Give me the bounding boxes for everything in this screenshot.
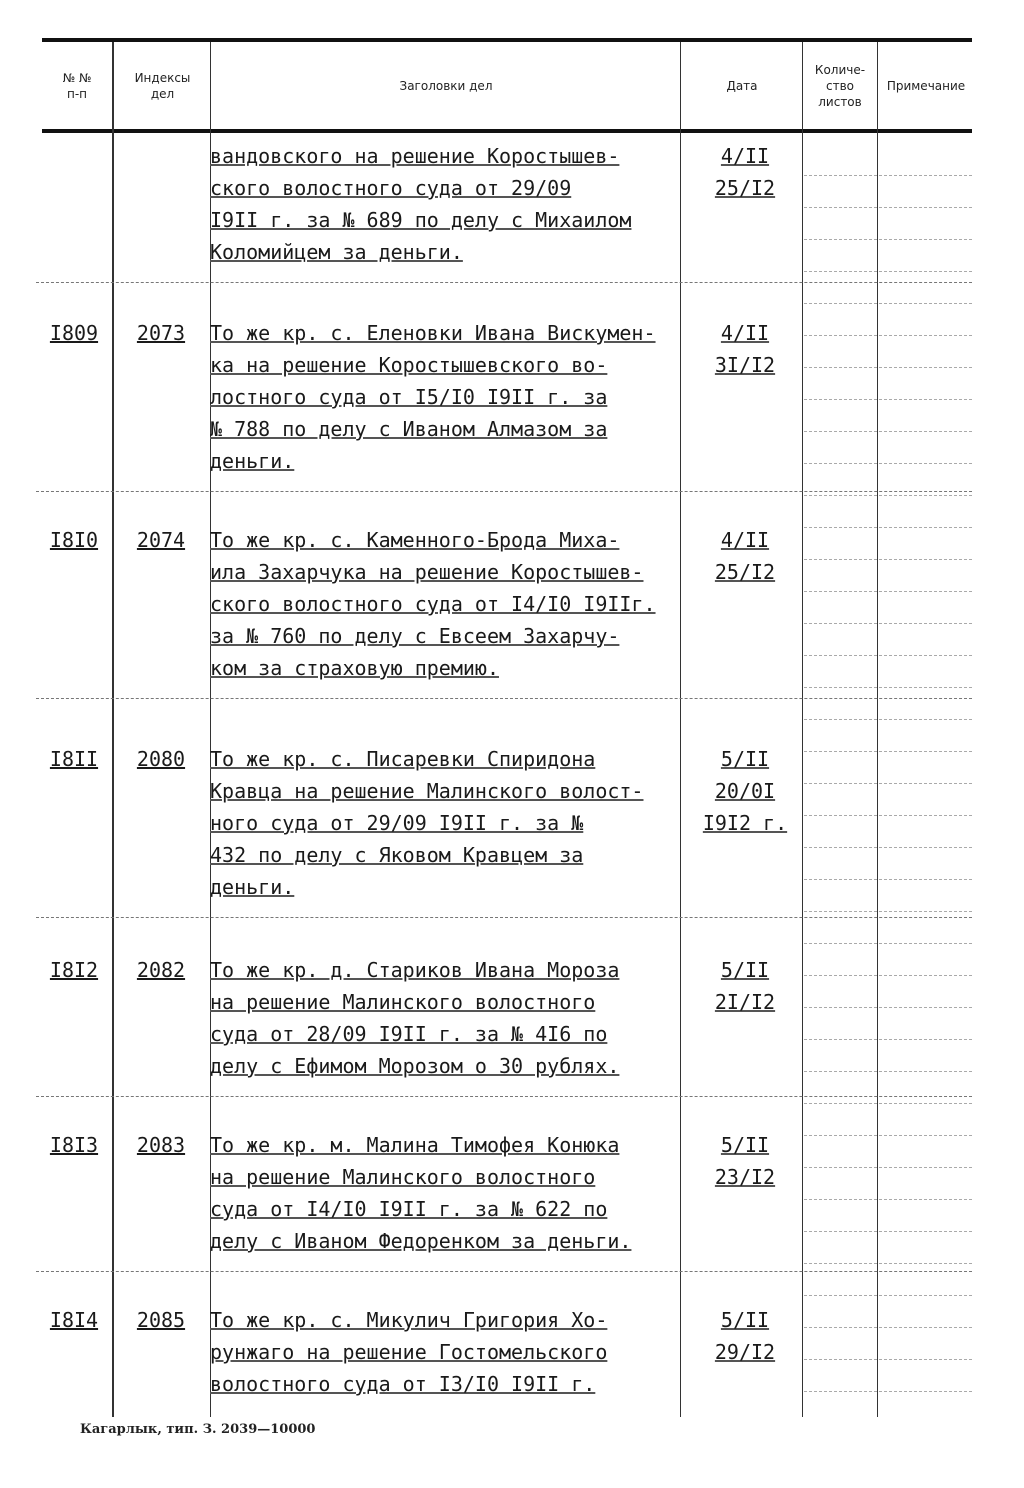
header-bottom-rule: [42, 129, 972, 133]
entry-title: [210, 1304, 700, 1400]
ledger-rule: [804, 975, 972, 976]
entry-date: [690, 1304, 800, 1368]
entry-date: [690, 317, 800, 381]
entry-title-line: 432 по делу с Яковом Кравцем за: [210, 843, 584, 867]
entry-date: [690, 524, 800, 588]
header-top-rule: [42, 38, 972, 42]
entry-index: 2073: [136, 321, 186, 345]
entry-date-line: 4/II: [720, 321, 770, 345]
header-sheets: Количе- ство листов: [814, 63, 866, 109]
ledger-rule: [804, 911, 972, 912]
entry-number: I809: [49, 321, 99, 345]
ledger-rule: [804, 1359, 972, 1360]
entry-title: [210, 524, 700, 684]
ledger-rule: [804, 655, 972, 656]
entry-number: I8I3: [49, 1133, 99, 1157]
entry-title-line: рунжаго на решение Гостомельского: [210, 1340, 608, 1364]
ledger-rule: [804, 623, 972, 624]
ledger-rule: [804, 1263, 972, 1264]
entry-title-line: Кравца на решение Малинского волост-: [210, 779, 644, 803]
entry-title-line: То же кр. д. Стариков Ивана Мороза: [210, 958, 620, 982]
entry-date-line: 25/I2: [714, 560, 776, 584]
header-note: Примечание: [886, 79, 966, 93]
ledger-rule: [804, 559, 972, 560]
ledger-rule: [804, 1295, 972, 1296]
entry-index: 2074: [136, 528, 186, 552]
ledger-rule: [804, 591, 972, 592]
ledger-rule: [804, 1231, 972, 1232]
ledger-rule: [804, 879, 972, 880]
entry-title-line: То же кр. с. Микулич Григория Хо-: [210, 1308, 608, 1332]
ledger-rule: [36, 1271, 972, 1272]
column-rule: [877, 42, 878, 1417]
entry-title-line: делу с Иваном Федоренком за деньги.: [210, 1229, 632, 1253]
entry-date-line: 4/II: [720, 144, 770, 168]
entry-title-line: делу с Ефимом Морозом о 30 рублях.: [210, 1054, 620, 1078]
entry-title-line: ила Захарчука на решение Коростышев-: [210, 560, 644, 584]
entry-title-line: деньги.: [210, 449, 295, 473]
ledger-rule: [804, 335, 972, 336]
entry-title-line: № 788 по делу с Иваном Алмазом за: [210, 417, 608, 441]
entry-date-line: 5/II: [720, 1133, 770, 1157]
entry-title-line: То же кр. м. Малина Тимофея Конюка: [210, 1133, 620, 1157]
entry-title-line: вандовского на решение Коростышев-: [210, 144, 620, 168]
entry-title-line: То же кр. с. Еленовки Ивана Вискумен-: [210, 321, 656, 345]
ledger-rule: [804, 399, 972, 400]
entry-title: [210, 317, 700, 477]
entry-title-line: волостного суда от I3/I0 I9II г.: [210, 1372, 596, 1396]
entry-title-line: суда от 28/09 I9II г. за № 4I6 по: [210, 1022, 608, 1046]
entry-date-line: 25/I2: [714, 176, 776, 200]
entry-date-line: 2I/I2: [714, 990, 776, 1014]
entry-date-line: I9I2 г.: [702, 811, 788, 835]
entry-title-line: деньги.: [210, 875, 295, 899]
entry-title-line: ного суда от 29/09 I9II г. за №: [210, 811, 584, 835]
entry-date-line: 20/0I: [714, 779, 776, 803]
entry-date: [690, 140, 800, 204]
entry-title-line: ка на решение Коростышевского во-: [210, 353, 608, 377]
entry-title-line: ского волостного суда от I4/I0 I9IIг.: [210, 592, 656, 616]
entry-date-line: 5/II: [720, 747, 770, 771]
ledger-rule: [804, 1327, 972, 1328]
ledger-rule: [804, 943, 972, 944]
ledger-rule: [804, 431, 972, 432]
entry-title-line: То же кр. с. Каменного-Брода Миха-: [210, 528, 620, 552]
ledger-rule: [804, 271, 972, 272]
ledger-rule: [804, 239, 972, 240]
entry-title-line: I9II г. за № 689 по делу с Михаилом: [210, 208, 632, 232]
ledger-rule: [804, 1039, 972, 1040]
entry-title-line: лостного суда от I5/I0 I9II г. за: [210, 385, 608, 409]
entry-title-line: на решение Малинского волостного: [210, 1165, 596, 1189]
entry-number: I8I0: [49, 528, 99, 552]
header-title: Заголовки дел: [399, 79, 493, 93]
entry-date-line: 29/I2: [714, 1340, 776, 1364]
ledger-rule: [804, 1167, 972, 1168]
entry-title: [210, 140, 700, 268]
ledger-rule: [804, 1007, 972, 1008]
printer-imprint: Кагарлык, тип. З. 2039—10000: [80, 1422, 316, 1437]
entry-date-line: 5/II: [720, 1308, 770, 1332]
ledger-rule: [804, 1071, 972, 1072]
entry-date-line: 4/II: [720, 528, 770, 552]
ledger-rule: [804, 719, 972, 720]
entry-title-line: на решение Малинского волостного: [210, 990, 596, 1014]
entry-title-line: ского волостного суда от 29/09: [210, 176, 572, 200]
entry-title-line: ком за страховую премию.: [210, 656, 499, 680]
entry-date: [690, 1129, 800, 1193]
entry-number: I8I2: [49, 958, 99, 982]
ledger-rule: [804, 175, 972, 176]
entry-title-line: суда от I4/I0 I9II г. за № 622 по: [210, 1197, 608, 1221]
ledger-rule: [804, 687, 972, 688]
ledger-rule: [804, 1199, 972, 1200]
column-rule: [113, 42, 114, 1417]
ledger-rule: [804, 207, 972, 208]
ledger-rule: [36, 282, 972, 283]
ledger-rule: [804, 783, 972, 784]
ledger-rule: [804, 495, 972, 496]
entry-date: [690, 743, 800, 839]
entry-title-line: Коломийцем за деньги.: [210, 240, 463, 264]
ledger-rule: [804, 751, 972, 752]
ledger-rule: [804, 847, 972, 848]
entry-title: [210, 954, 700, 1082]
entry-title: [210, 1129, 700, 1257]
entry-number: I8II: [49, 747, 99, 771]
entry-index: 2085: [136, 1308, 186, 1332]
entry-index: 2080: [136, 747, 186, 771]
entry-title-line: за № 760 по делу с Евсеем Захарчу-: [210, 624, 620, 648]
ledger-rule: [36, 1096, 972, 1097]
ledger-rule: [36, 491, 972, 492]
ledger-rule: [804, 1135, 972, 1136]
entry-index: 2083: [136, 1133, 186, 1157]
ledger-rule: [804, 1103, 972, 1104]
entry-date-line: 23/I2: [714, 1165, 776, 1189]
ledger-rule: [36, 698, 972, 699]
entry-date-line: 3I/I2: [714, 353, 776, 377]
entry-number: I8I4: [49, 1308, 99, 1332]
header-date: Дата: [726, 79, 758, 93]
entry-date: [690, 954, 800, 1018]
ledger-rule: [804, 527, 972, 528]
ledger-rule: [804, 815, 972, 816]
ledger-rule: [804, 367, 972, 368]
entry-title: [210, 743, 700, 903]
entry-title-line: То же кр. с. Писаревки Спиридона: [210, 747, 596, 771]
entry-index: 2082: [136, 958, 186, 982]
ledger-rule: [804, 463, 972, 464]
header-number: № № п-п: [62, 71, 92, 101]
ledger-rule: [804, 1391, 972, 1392]
ledger-rule: [36, 917, 972, 918]
header-index: Индексы дел: [134, 71, 191, 101]
column-rule: [802, 42, 803, 1417]
entry-date-line: 5/II: [720, 958, 770, 982]
ledger-rule: [804, 303, 972, 304]
